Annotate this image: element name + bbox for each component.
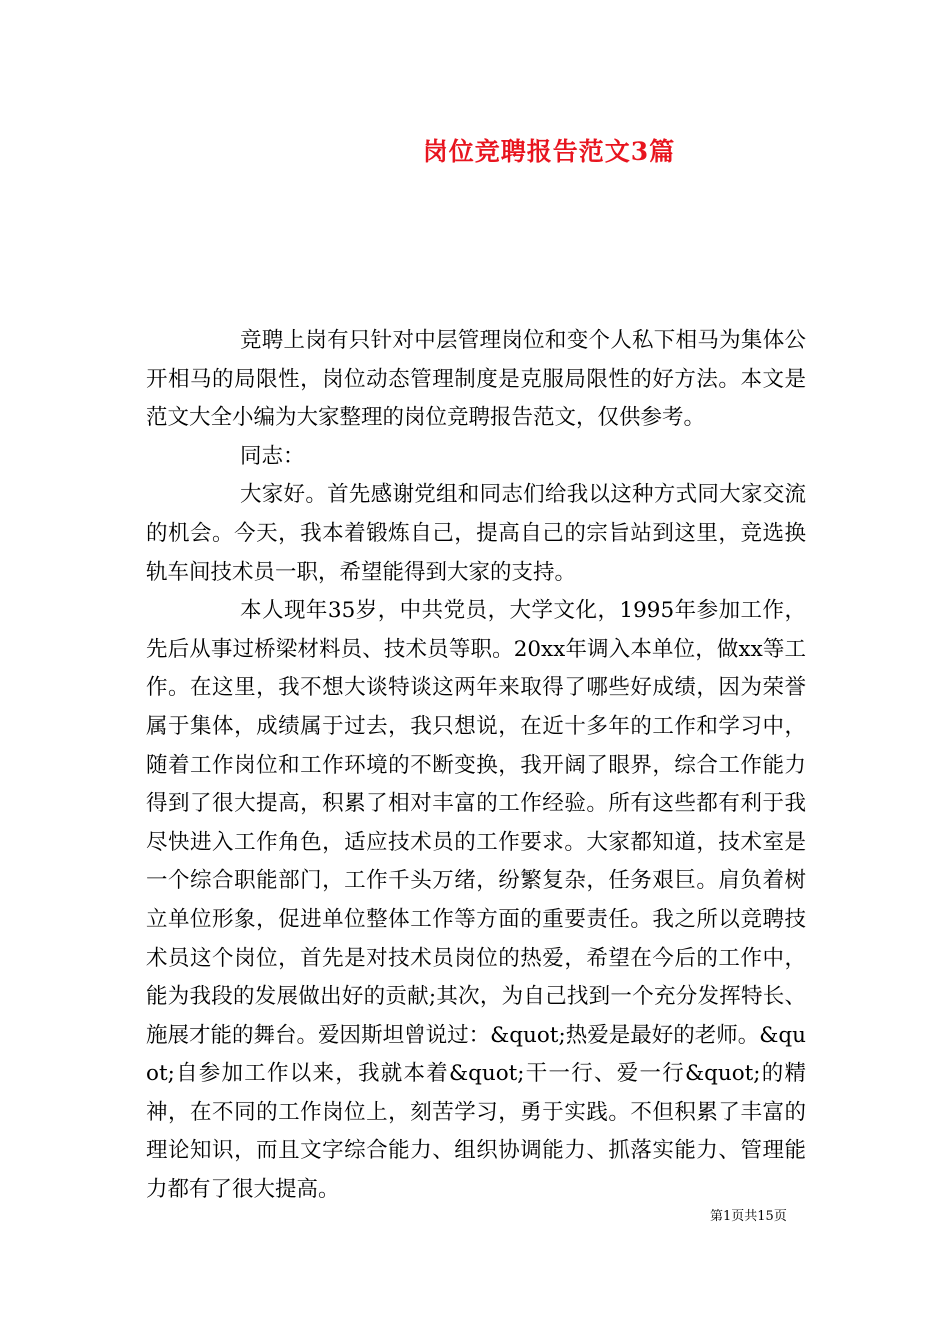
self-introduction-paragraph: 本人现年35岁，中共党员，大学文化，1995年参加工作，先后从事过桥梁材料员、技术员等职。20xx年调入本单位，做xx等工作。在这里，我不想大谈特谈这两年来取得了哪些好成绩，因为荣誉属于集体，成绩属于过去，我只想说，在近十多年的工作和学习中，随着工作岗位和工作环境的不断变换，我开阔了眼界，综合工作能力得到了很大提高，积累了相对丰富的工作经验。所有这些都有利于我尽快进入工作角色，适应技术员的工作要求。大家都知道，技术室是一个综合职能部门，工作千头万绪，纷繁复杂，任务艰巨。肩负着树立单位形象，促进单位整体工作等方面的重要责任。我之所以竞聘技术员这个岗位，首先是对技术员岗位的热爱，希望在今后的工作中，能为我段的发展做出好的贡献;其次，为自己找到一个充分发挥特长、施展才能的舞台。爱因斯坦曾说过：&quot;热爱是最好的老师。&quot;自参加工作以来，我就本着&quot;干一行、爱一行&quot;的精神，在不同的工作岗位上，刻苦学习，勇于实践。不但积累了丰富的理论知识，而且文字综合能力、组织协调能力、抓落实能力、管理能力都有了很大提高。 bbox=[146, 598, 806, 1203]
salutation: 同志： bbox=[240, 443, 305, 469]
intro-paragraph: 竞聘上岗有只针对中层管理岗位和变个人私下相马为集体公开相马的局限性，岗位动态管理制度是克服局限性的好方法。本文是范文大全小编为大家整理的岗位竞聘报告范文，仅供参考。 bbox=[146, 328, 806, 431]
document-body bbox=[146, 322, 806, 1210]
greeting-paragraph: 大家好。首先感谢党组和同志们给我以这种方式同大家交流的机会。今天，我本着锻炼自己，提高自己的宗旨站到这里，竞选换轨车间技术员一职，希望能得到大家的支持。 bbox=[146, 482, 806, 585]
page-number: 第1页共15页 bbox=[710, 1209, 787, 1224]
document-title: 岗位竞聘报告范文3篇 bbox=[422, 137, 676, 166]
